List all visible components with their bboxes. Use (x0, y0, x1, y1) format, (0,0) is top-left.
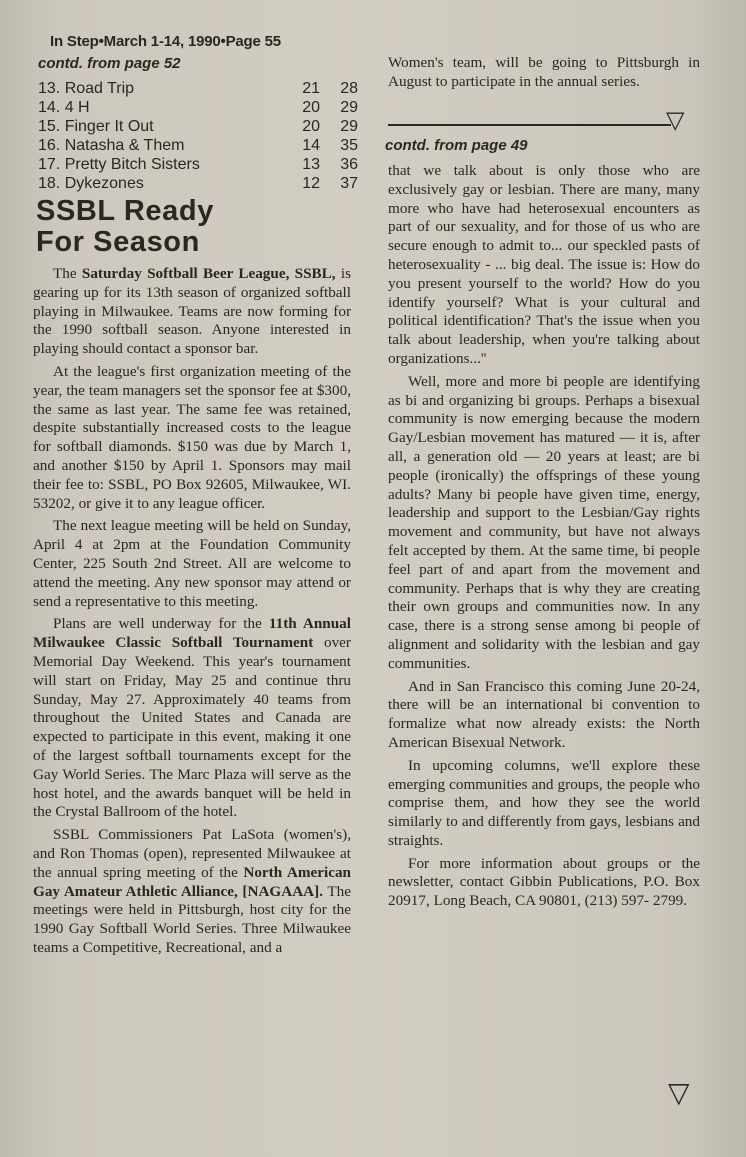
paragraph: that we talk about is only those who are exclusively gay or lesbian. There are many, many more who have had heterosexual encounters as part of our sexuality, and for those of us who are secure enough to admit to... our speckled pasts of heterosexuality - ... big deal. The issue is: How do you present yourself to the world? How do you identify yourself? What is your cultural and political identification? That's the issue when you talk about leadership, when you're talking about organizations...'' (388, 162, 700, 367)
team-wins: 21 (302, 80, 320, 97)
headline-line-1: SSBL Ready (36, 195, 214, 227)
article-body-left (33, 265, 351, 962)
paragraph (33, 826, 351, 958)
team-name: 17. Pretty Bitch Sisters (38, 156, 200, 173)
paragraph (33, 265, 351, 359)
section-divider (388, 124, 671, 126)
standings-row (38, 117, 358, 136)
team-wins: 13 (302, 156, 320, 173)
text-span: The (53, 265, 82, 282)
text-span: The meetings were held in Pittsburgh, host city for the 1990 Gay Softball World Series. Three Milwaukee teams a Competitive, Recreational, and a (33, 882, 351, 956)
team-name: 18. Dykezones (38, 175, 144, 192)
bold-text: North American Gay Amateur Athletic Alliance, [NAGAAA]. (33, 863, 351, 900)
team-name: 13. Road Trip (38, 80, 135, 97)
continued-from-label-left: contd. from page 52 (38, 55, 181, 72)
triangle-down-icon: ▽ (668, 1076, 690, 1109)
standings-row (38, 174, 358, 193)
text-span: Plans are well underway for the (53, 615, 269, 633)
standings-row (38, 155, 358, 174)
bold-text: Saturday Softball Beer League, SSBL, (81, 265, 336, 282)
paragraph: In upcoming columns, we'll explore these emerging communities and groups, the people who comprise them, and how they see the world similarly to and differently from gays, lesbians and straights. (388, 756, 700, 849)
team-name: 15. Finger It Out (38, 118, 154, 135)
team-wins: 20 (302, 99, 320, 116)
standings-row (38, 98, 358, 117)
article-continuation-top (388, 54, 700, 96)
standings-table (38, 79, 358, 193)
team-losses: 29 (340, 118, 358, 135)
paragraph (33, 615, 351, 822)
team-name: 16. Natasha & Them (38, 137, 185, 154)
team-wins: 12 (302, 175, 320, 192)
paragraph: For more information about groups or the newsletter, contact Gibbin Publications, P.O. Box 20917, Long Beach, CA 90801, (213) 597- 2799. (388, 854, 700, 910)
paragraph: The next league meeting will be held on Sunday, April 4 at 2pm at the Foundation Community Center, 225 South 2nd Street. All are welcome to attend the meeting. Any new sponsor may attend or send a representative to this meeting. (33, 517, 351, 610)
team-losses: 37 (340, 175, 358, 192)
paragraph: And in San Francisco this coming June 20-24, there will be an international bi convention to formalize what now already exists: the North American Bisexual Network. (388, 677, 700, 751)
standings-row (38, 136, 358, 155)
paragraph: Well, more and more bi people are identifying as bi and organizing bi groups. Perhaps a bisexual community is now emerging because the modern Gay/Lesbian movement has matured — it is, after all, a generation old — 20 years at least; are bi people (ironically) the offsprings of these young adults? Many bi people have given time, energy, leadership and support to the Lesbian/Gay rights movement and community, but have not always felt accepted by them. At the same time, bi people feel part of and apart from the movement and community. Perhaps that is why they are creating their own groups and communities now. In any case, there is a strong sense among bi people of alignment and solidarity with the lesbian and gay communities. (388, 372, 700, 672)
bold-text: 11th Annual Milwaukee Classic Softball Tournament (33, 615, 351, 652)
triangle-down-icon: ▽ (666, 106, 685, 134)
team-losses: 28 (340, 80, 358, 97)
paragraph: At the league's first organization meeting of the year, the team managers set the sponsor fee at $300, the same as last year. The same fee was retained, despite substantially increased costs to the league for softball diamonds. $150 was due by March 1, and another $150 by April 1. Sponsors may mail their fee to: SSBL, PO Box 92605, Milwaukee, WI. 53202, or give it to any league officer. (33, 362, 351, 512)
article-body-right (388, 162, 700, 915)
paragraph: Women's team, will be going to Pittsburgh in August to participate in the annual series. (388, 54, 700, 90)
team-losses: 35 (340, 137, 358, 154)
team-losses: 29 (340, 99, 358, 116)
page-header: In Step•March 1-14, 1990•Page 55 (50, 33, 281, 50)
article-headline (36, 196, 214, 258)
text-span: SSBL Commissioners Pat LaSota (women's), and Ron Thomas (open), represented Milwaukee at the annual spring meeting of the (33, 826, 351, 881)
headline-line-2: For Season (36, 226, 200, 258)
team-wins: 20 (302, 118, 320, 135)
team-wins: 14 (302, 137, 320, 154)
team-losses: 36 (340, 156, 358, 173)
text-span: is gearing up for its 13th season of organized softball playing in Milwaukee. Teams are now forming for the 1990 softball season. Anyone interested in playing should contact a sponsor bar. (33, 265, 351, 358)
text-span: over Memorial Day Weekend. This year's tournament will start on Friday, May 25 and continue thru Sunday, May 27. Approximately 40 teams from throughout the United States and Canada are expected to participate in this event, making it one of the largest softball tournaments except for the Gay World Series. The Marc Plaza will serve as the host hotel, and the awards banquet will be held in the Crystal Ballroom of the hotel. (33, 634, 351, 821)
continued-from-label-right: contd. from page 49 (385, 137, 528, 154)
standings-row (38, 79, 358, 98)
team-name: 14. 4 H (38, 99, 90, 116)
